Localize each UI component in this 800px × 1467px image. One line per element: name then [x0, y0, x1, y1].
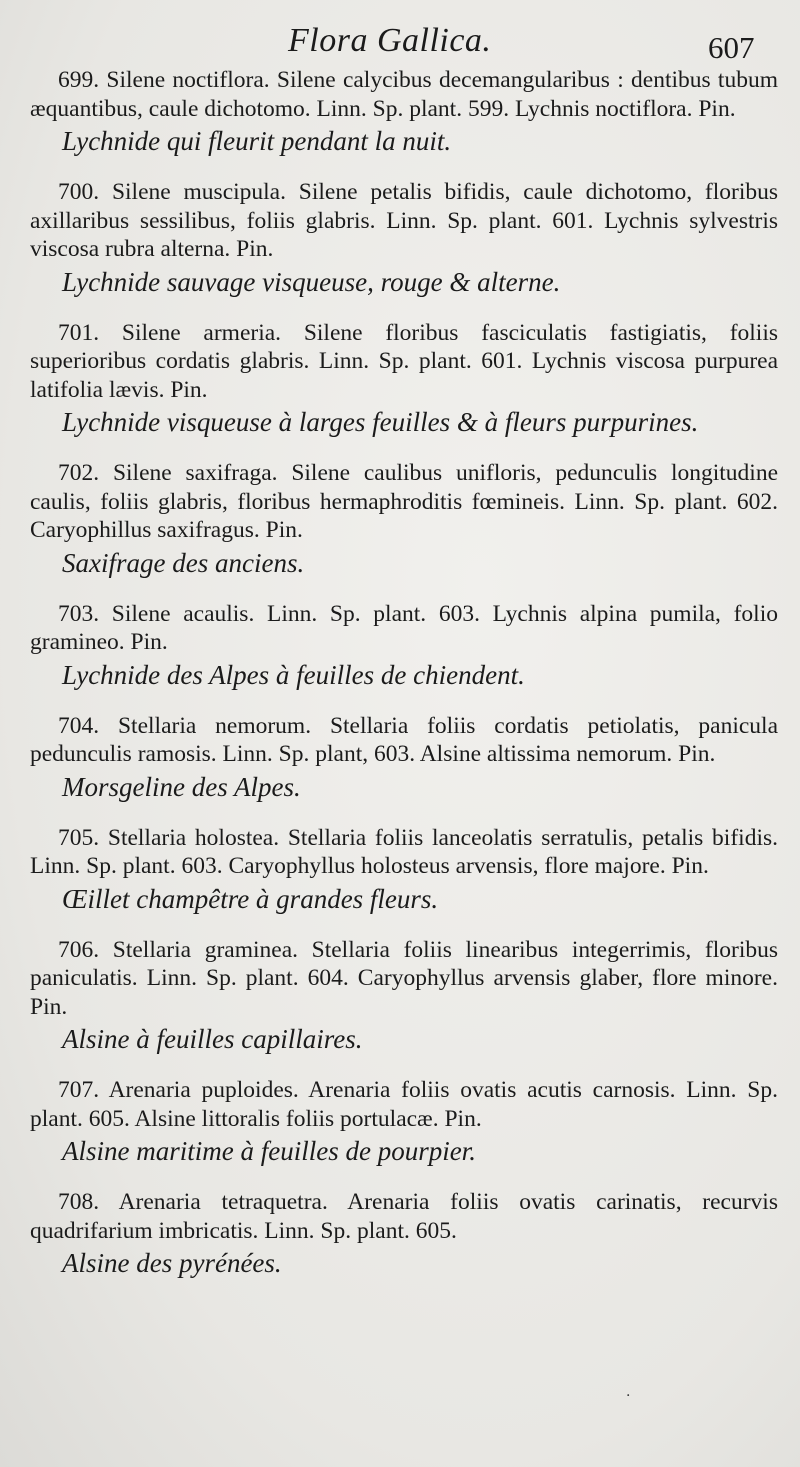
french-name: Lychnide des Alpes à feuilles de chiendent.	[62, 659, 525, 690]
footer-mark: ·	[626, 1388, 631, 1404]
latin-description	[30, 600, 778, 657]
entry-701	[30, 319, 778, 440]
page-header	[0, 18, 800, 66]
entry-number: 706.	[58, 936, 100, 963]
latin-text: Stellaria graminea. Stellaria foliis linearibus integerrimis, floribus paniculatis. Linn. Sp. plant. 604. Caryophyllus arvensis glaber, flore minore. Pin.	[30, 936, 778, 1020]
latin-text: Silene saxifraga. Silene caulibus unifloris, pedunculis longitudine caulis, foliis glabris, floribus hermaphroditis fœmineis. Linn. Sp. plant. 602. Caryophillus saxifragus. Pin.	[30, 460, 779, 543]
entry-number: 705.	[58, 824, 100, 851]
french-name: Lychnide sauvage visqueuse, rouge & alterne.	[62, 266, 561, 297]
french-name: Saxifrage des anciens.	[62, 547, 305, 578]
entry-699	[30, 66, 778, 158]
entry-number: 707.	[58, 1077, 100, 1103]
latin-description	[30, 66, 778, 123]
latin-text: Silene armeria. Silene floribus fasciculatis fastigiatis, foliis superioribus cordatis glabris. Linn. Sp. plant. 601. Lychnis viscosa purpurea latifolia lævis. Pin.	[30, 319, 779, 403]
entry-number: 699.	[58, 67, 100, 93]
entry-708	[30, 1188, 778, 1280]
entry-702	[30, 459, 778, 580]
entry-number: 702.	[58, 460, 100, 486]
latin-text: Stellaria holostea. Stellaria foliis lanceolatis serratulis, petalis bifidis. Linn. Sp. plant. 603. Caryophyllus holosteus arvensis, flore majore. Pin.	[30, 824, 778, 879]
french-name: Alsine à feuilles capillaires.	[62, 1024, 363, 1054]
entry-706	[30, 936, 778, 1057]
french-name: Lychnide visqueuse à larges feuilles & à fleurs purpurines.	[62, 407, 699, 437]
french-name: Lychnide qui fleurit pendant la nuit.	[62, 126, 452, 156]
latin-text: Silene acaulis. Linn. Sp. plant. 603. Lychnis alpina pumila, folio gramineo. Pin.	[30, 600, 778, 655]
french-name: Alsine des pyrénées.	[62, 1248, 282, 1278]
latin-description	[30, 712, 778, 769]
french-name: Œillet champêtre à grandes fleurs.	[62, 883, 439, 914]
entry-700	[30, 178, 778, 299]
entry-number: 703.	[58, 600, 100, 627]
page-body	[30, 66, 778, 1300]
latin-description	[30, 459, 778, 545]
latin-text: Stellaria nemorum. Stellaria foliis cordatis petiolatis, panicula pedunculis ramosis. Linn. Sp. plant, 603. Alsine altissima nemorum. Pin.	[30, 712, 778, 767]
page-number: 607	[708, 30, 755, 65]
entry-number: 708.	[58, 1189, 100, 1215]
latin-description	[30, 824, 778, 881]
latin-text: Silene muscipula. Silene petalis bifidis, caule dichotomo, floribus axillaribus sessilibus, foliis glabris. Linn. Sp. plant. 601. Lychnis sylvestris viscosa rubra alterna. Pin.	[30, 179, 778, 262]
entry-number: 700.	[58, 179, 100, 205]
latin-text: Arenaria puploides. Arenaria foliis ovatis acutis carnosis. Linn. Sp. plant. 605. Alsine littoralis foliis portulacæ. Pin.	[30, 1077, 778, 1132]
running-title: Flora Gallica.	[288, 22, 492, 59]
latin-text: Silene noctiflora. Silene calycibus decemangularibus : dentibus tubum æquantibus, caule dichotomo. Linn. Sp. plant. 599. Lychnis noctiflora. Pin.	[30, 67, 778, 122]
entry-703	[30, 600, 778, 692]
entry-number: 704.	[58, 712, 100, 739]
entry-number: 701.	[58, 319, 100, 346]
latin-description	[30, 319, 778, 405]
entry-704	[30, 712, 778, 804]
entry-705	[30, 824, 778, 916]
latin-text: Arenaria tetraquetra. Arenaria foliis ovatis carinatis, recurvis quadrifarium imbricatis. Linn. Sp. plant. 605.	[30, 1189, 778, 1244]
latin-description	[30, 1188, 778, 1245]
latin-description	[30, 1076, 778, 1133]
entry-707	[30, 1076, 778, 1168]
french-name: Morsgeline des Alpes.	[62, 771, 301, 802]
latin-description	[30, 936, 778, 1022]
latin-description	[30, 178, 778, 264]
french-name: Alsine maritime à feuilles de pourpier.	[62, 1136, 476, 1166]
